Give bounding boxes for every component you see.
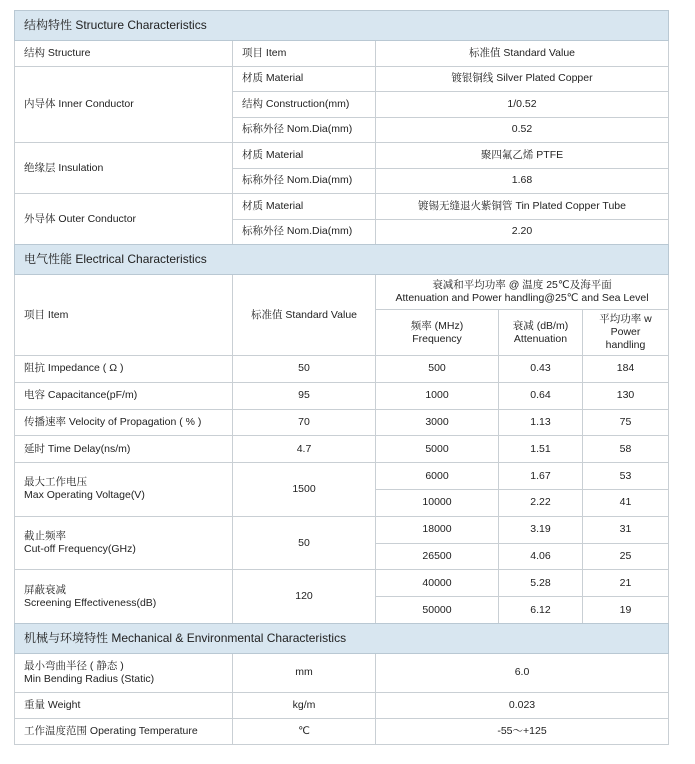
structure-header-item: 项目 Item — [233, 41, 376, 67]
att-frequency: 10000 — [376, 489, 499, 516]
structure-item: 标称外径 Nom.Dia(mm) — [233, 219, 376, 245]
mech-name-line1: 最小弯曲半径 ( 静态 ) — [24, 659, 124, 672]
att-value: 0.43 — [499, 356, 583, 383]
mech-unit: mm — [233, 653, 376, 692]
structure-item: 标称外径 Nom.Dia(mm) — [233, 168, 376, 194]
param-name — [15, 463, 233, 517]
param-name-line2: Screening Effectiveness(dB) — [24, 596, 157, 609]
mech-value: 6.0 — [376, 653, 669, 692]
param-standard: 120 — [233, 570, 376, 624]
att-frequency: 26500 — [376, 543, 499, 570]
param-name-line1: 屏蔽衰减 — [24, 583, 66, 596]
att-frequency: 500 — [376, 356, 499, 383]
structure-value: 2.20 — [376, 219, 669, 245]
structure-header-value: 标准值 Standard Value — [376, 41, 669, 67]
param-name-line2: Cut-off Frequency(GHz) — [24, 543, 136, 556]
att-frequency: 6000 — [376, 463, 499, 490]
inner-conductor-label: 内导体 Inner Conductor — [15, 66, 233, 143]
param-name — [15, 516, 233, 570]
param-standard: 1500 — [233, 463, 376, 517]
att-value: 6.12 — [499, 597, 583, 624]
param-name: 阻抗 Impedance ( Ω ) — [15, 356, 233, 383]
mech-value: 0.023 — [376, 692, 669, 718]
attenuation-header — [499, 310, 583, 356]
frequency-header-line2: Frequency — [412, 332, 462, 345]
mechanical-section-title: 机械与环境特性 Mechanical & Environmental Characteristics — [15, 623, 669, 653]
electrical-header-standard: 标准值 Standard Value — [233, 275, 376, 356]
mech-unit: ℃ — [233, 718, 376, 744]
mech-name: 重量 Weight — [15, 692, 233, 718]
power-header — [583, 310, 669, 356]
att-value: 0.64 — [499, 382, 583, 409]
param-name-line1: 最大工作电压 — [24, 476, 87, 489]
structure-header-structure: 结构 Structure — [15, 41, 233, 67]
att-frequency: 3000 — [376, 409, 499, 436]
att-power: 41 — [583, 489, 669, 516]
param-name-line2: Max Operating Voltage(V) — [24, 489, 145, 502]
param-name: 延时 Time Delay(ns/m) — [15, 436, 233, 463]
attenuation-group-line1: 衰减和平均功率 @ 温度 25℃及海平面 — [432, 279, 612, 291]
att-frequency: 5000 — [376, 436, 499, 463]
att-power: 31 — [583, 516, 669, 543]
att-value: 1.13 — [499, 409, 583, 436]
mech-name — [15, 653, 233, 692]
structure-item: 材质 Material — [233, 143, 376, 169]
att-power: 53 — [583, 463, 669, 490]
structure-value: 聚四氟乙烯 PTFE — [376, 143, 669, 169]
power-header-line1: 平均功率 w — [599, 313, 652, 325]
att-power: 75 — [583, 409, 669, 436]
att-power: 58 — [583, 436, 669, 463]
attenuation-header-line1: 衰减 (dB/m) — [512, 319, 569, 332]
structure-value: 1/0.52 — [376, 92, 669, 118]
att-power: 184 — [583, 356, 669, 383]
att-value: 5.28 — [499, 570, 583, 597]
attenuation-header-line2: Attenuation — [513, 332, 568, 345]
electrical-section-title: 电气性能 Electrical Characteristics — [15, 245, 669, 275]
att-frequency: 40000 — [376, 570, 499, 597]
att-value: 2.22 — [499, 489, 583, 516]
structure-item: 结构 Construction(mm) — [233, 92, 376, 118]
power-header-line3: handling — [605, 339, 646, 351]
param-standard: 50 — [233, 356, 376, 383]
mech-unit: kg/m — [233, 692, 376, 718]
att-value: 1.67 — [499, 463, 583, 490]
param-name: 传播速率 Velocity of Propagation ( % ) — [15, 409, 233, 436]
att-value: 3.19 — [499, 516, 583, 543]
structure-section-title: 结构特性 Structure Characteristics — [15, 11, 669, 41]
attenuation-group-header — [376, 275, 669, 310]
structure-item: 材质 Material — [233, 194, 376, 220]
mech-name-line2: Min Bending Radius (Static) — [24, 672, 155, 685]
param-name-line1: 截止频率 — [24, 530, 66, 543]
structure-item: 材质 Material — [233, 66, 376, 92]
frequency-header-line1: 频率 (MHz) — [410, 319, 464, 332]
structure-value: 0.52 — [376, 117, 669, 143]
mechanical-table — [14, 623, 669, 745]
structure-item: 标称外径 Nom.Dia(mm) — [233, 117, 376, 143]
att-frequency: 18000 — [376, 516, 499, 543]
param-name — [15, 570, 233, 624]
mech-name: 工作温度范围 Operating Temperature — [15, 718, 233, 744]
param-standard: 95 — [233, 382, 376, 409]
electrical-header-item: 项目 Item — [15, 275, 233, 356]
param-standard: 4.7 — [233, 436, 376, 463]
param-standard: 50 — [233, 516, 376, 570]
att-power: 21 — [583, 570, 669, 597]
structure-table — [14, 10, 669, 245]
att-frequency: 1000 — [376, 382, 499, 409]
att-power: 130 — [583, 382, 669, 409]
attenuation-group-line2: Attenuation and Power handling@25℃ and Sea Level — [395, 292, 649, 304]
electrical-table — [14, 244, 669, 624]
outer-conductor-label: 外导体 Outer Conductor — [15, 194, 233, 245]
mech-value: -55～+125 — [376, 718, 669, 744]
param-name: 电容 Capacitance(pF/m) — [15, 382, 233, 409]
structure-value: 镀银铜线 Silver Plated Copper — [376, 66, 669, 92]
insulation-label: 绝缘层 Insulation — [15, 143, 233, 194]
att-value: 4.06 — [499, 543, 583, 570]
structure-value: 镀锡无缝退火紫铜管 Tin Plated Copper Tube — [376, 194, 669, 220]
power-header-line2: Power — [610, 326, 641, 338]
att-power: 19 — [583, 597, 669, 624]
structure-value: 1.68 — [376, 168, 669, 194]
att-frequency: 50000 — [376, 597, 499, 624]
att-power: 25 — [583, 543, 669, 570]
frequency-header — [376, 310, 499, 356]
spec-sheet — [14, 10, 668, 745]
att-value: 1.51 — [499, 436, 583, 463]
param-standard: 70 — [233, 409, 376, 436]
